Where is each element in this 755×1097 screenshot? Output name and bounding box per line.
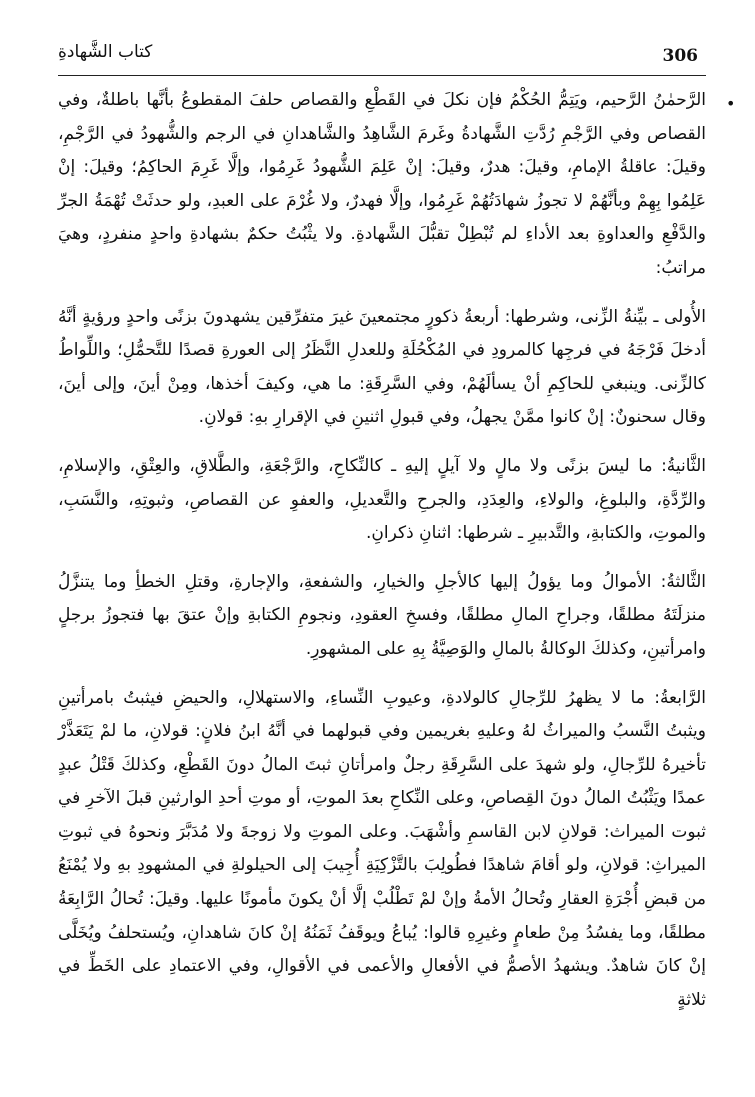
page-header (58, 40, 706, 70)
page-number: 306 (662, 46, 698, 66)
margin-bullet: • (726, 94, 736, 113)
header-rule (58, 75, 706, 76)
paragraph-intro: الرَّحمٰنُ الرَّحيم، ويَتِمُّ الحُكْمُ فإن نكلَ في القَطْعِ والقصاص حلفَ المقطوعُ بأنَّها باطلةٌ، وفي القصاص وفي الرَّجْمِ رُدَّتِ الشَّهادةُ وغَرمَ الشَّاهِدُ والشَّاهدانِ في الرجم والشُّهودُ في الرَّجْمِ، وقيلَ: عاقلةُ الإمامِ، وقيلَ: هدرٌ، وقيلَ: إنْ عَلِمَ الشُّهودُ غَرِمُوا، وإلَّا غَرِمَ الحاكِمُ؛ وقيلَ: إنْ عَلِمُوا بِهِمْ وبأنَّهُمْ لا تجوزُ شهادَتُهُمْ غَرِمُوا، وإلَّا فهدرٌ، ولا غُرْمَ على العبدِ، ولو حدثَتْ تُهْمَةُ الجرِّ والدَّفْعِ والعداوةِ بعد الأداءِ لم تُبْطِلْ تقبُّلَ الشَّهادةِ. ولا يثْبُتُ حكمٌ بشهادةِ واحدٍ منفردٍ، وهيَ مراتبُ: (58, 90, 706, 278)
body-text (58, 84, 706, 1017)
paragraph-first-rank: الأُولى ـ بيِّنةُ الزِّنى، وشرطها: أربعةُ ذكورٍ مجتمعينَ غيرَ متفرِّقين يشهدونَ بزنًى واحدٍ ورؤيةٍ أنَّهُ أدخلَ فَرْجَهُ في فرجِها كالمرودِ في المُكْحُلَةِ وللعدلِ النَّظَرُ إلى العورةِ قصدًا للتَّحمُّلِ؛ واللِّواطُ كالزِّنى. وينبغي للحاكِمِ أنْ يسألَهُمْ، وفي السَّرِقَةِ: ما هي، وكيفَ أخذها، ومِنْ أينَ، وإلى أينَ، وقال سحنونٌ: إنْ كانوا ممَّنْ يجهلُ، وفي قبولِ اثنينِ في الإقرارِ بهِ: قولانِ. (58, 306, 706, 428)
paragraph-fourth-rank: الرَّابعةُ: ما لا يظهرُ للرِّجالِ كالولادةِ، وعيوبِ النِّساءِ، والاستهلالِ، والحيضِ فيثبتُ بامرأتينِ ويثبتُ النَّسبُ والميراثُ لهُ وعليهِ بغريمين وفي قبولهما في أنَّهُ ابنُ فلانٍ: قولانِ، ما لمْ يَتَعَذَّرْ تأخيرهُ للرِّجالِ، ولو شهدَ على السَّرِقَةِ رجلٌ وامرأتانِ ثبتَ المالُ دونَ القَطْعِ، وكذلكَ قَتْلُ عبدٍ عمدًا ويَثْبُتُ المالُ دونَ القِصاصِ، وعلى النِّكاحِ بعدَ الموتِ، أو موتِ أحدِ الوارثينِ قبلَ الآخرِ في ثبوت الميراث: قولانِ لابن القاسمِ وأشْهَبَ. وعلى الموتِ ولا زوجةَ ولا مُدَبَّرَ ونحوهُ في ثبوتِ الميراثِ: قولانِ، ولو أقامَ شاهدًا فطُولِبَ بالتَّزْكِيَةِ أُجِيبَ إلى الحيلولةِ في المشهودِ بهِ ولا يُمْنَعُ من قبضِ أُجْرَةِ العقارِ وتُحالُ الأمةُ وإنْ لمْ تَطْلُبْ إلَّا أنْ يكونَ مأمونًا عليها. وقيلَ: تُحالُ الرَّابِعَةُ مطلقًا، وما يفسُدُ مِنْ طعامٍ وغيرِهِ قالوا: يُباعُ ويوقَفُ ثَمَنُهُ إنْ كانَ شاهدانِ، ويُستحلفُ ويُخَلَّى إنْ كانَ شاهدٌ. ويشهدُ الأصمُّ في الأفعالِ والأعمى في الأقوالِ، وفي الاعتمادِ على الخَطِّ في ثلاثةٍ (58, 687, 706, 1010)
paragraph-third-rank: الثَّالثةُ: الأموالُ وما يؤولُ إليها كالأجلِ والخيارِ، والشفعةِ، والإجارةِ، وقتلِ الخطأِ وما يتنزَّلُ منزلَتَهُ مطلقًا، وجراحِ المالِ مطلقًا، وفسخِ العقودِ، ونجومِ الكتابةِ وإنْ عتقَ بها فتجوزُ برجلٍ وامرأتينِ، وكذلكَ الوكالةُ بالمالِ والوَصِيَّةُ بِهِ على المشهورِ. (58, 571, 706, 659)
running-title: كتاب الشَّهادةِ (58, 42, 153, 62)
paragraph-second-rank: الثَّانيةُ: ما ليسَ بزنًى ولا مالٍ ولا آيلٍ إليهِ ـ كالنِّكاحِ، والرَّجْعَةِ، والطَّلاقِ، والعِتْقِ، والإسلامِ، والرِّدَّةِ، والبلوغِ، والولاءِ، والعِدَدِ، والجرحِ والتَّعديلِ، والعفوِ عن القصاصِ، وثبوتِهِ، والنَّسَبِ، والموتِ، والكتابةِ، والتَّدبيرِ ـ شرطها: اثنانِ ذكرانِ. (58, 455, 706, 544)
